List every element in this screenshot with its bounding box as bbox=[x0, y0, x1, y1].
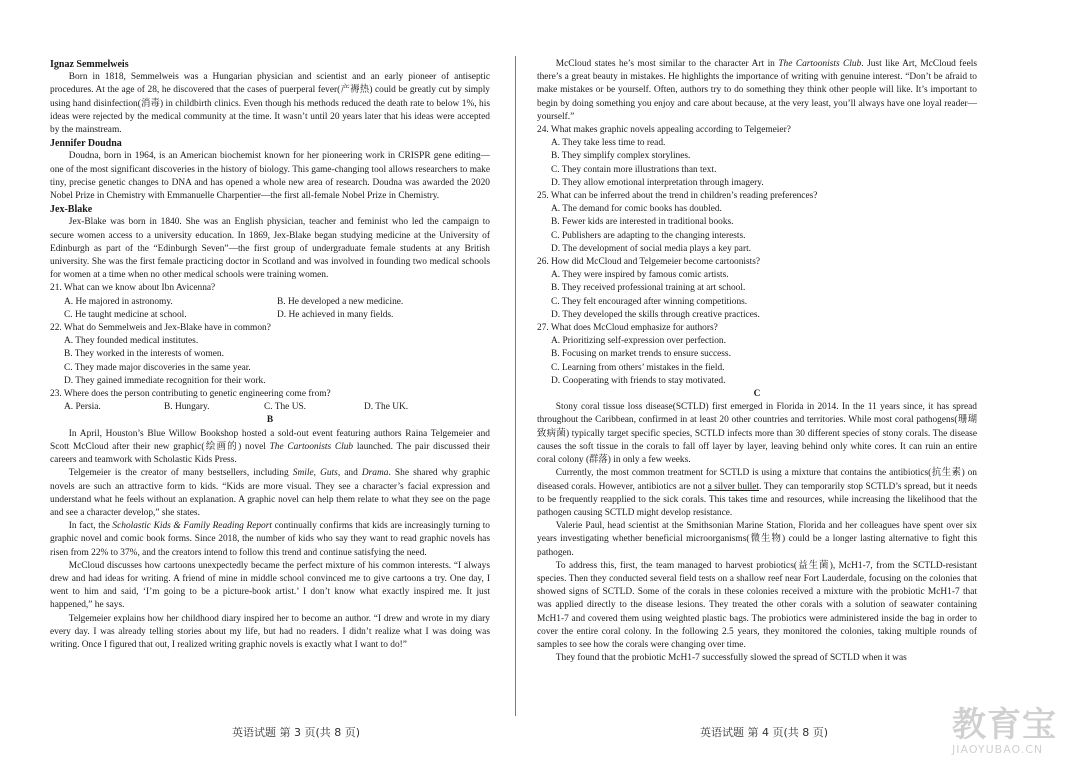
q23-options-row bbox=[64, 401, 490, 414]
passage-paragraph bbox=[50, 467, 490, 520]
q21-option-c: C. He taught medicine at school. bbox=[64, 309, 187, 320]
text-run: Currently, the most common treatment for SCTLD is using a mixture that contains the antibiotics(抗生素) on diseased corals. However, antibiotics are not bbox=[537, 468, 977, 492]
page-footer-right: 英语试题 第 4 页(共 8 页) bbox=[700, 726, 829, 739]
q27-option-a: A. Prioritizing self-expression over perfection. bbox=[551, 336, 726, 347]
book-title: The Cartoonists Club bbox=[778, 59, 862, 69]
q22-option-d: D. They gained immediate recognition for their work. bbox=[64, 375, 266, 386]
passage-paragraph: Stony coral tissue loss disease(SCTLD) first emerged in Florida in 2014. In the 11 years since, it has spread throughout the Caribbean, confirmed in at least 20 other countries and territories. While most coral pathogens(珊瑚致病菌) typically target specific species, SCTLD infects more than 30 different species of stony corals. The disease causes the soft tissue in the corals to fall off layer by layer, leaving behind only white cores. It can ruin an entire coral colony (群落) in only a few weeks. bbox=[537, 402, 977, 466]
q23-option-d: D. The UK. bbox=[364, 402, 409, 413]
q26-option-d: D. They developed the skills through creative practices. bbox=[551, 309, 760, 320]
q23-option-c: C. The US. bbox=[264, 402, 307, 413]
book-title: Drama bbox=[361, 468, 389, 479]
q24-option-b: B. They simplify complex storylines. bbox=[551, 151, 691, 162]
passage-paragraph: Valerie Paul, head scientist at the Smithsonian Marine Station, Florida and her colleagues have spent over six years investigating whether beneficial microorganisms(微生物) could be a longer lasting alternative to fight this pathogen. bbox=[537, 521, 977, 558]
text-run: In fact, the bbox=[68, 521, 113, 532]
q24-option-c: C. They contain more illustrations than text. bbox=[551, 164, 717, 175]
question-24: 24. What makes graphic novels appealing according to Telgemeier? bbox=[537, 125, 791, 136]
passage-paragraph bbox=[537, 467, 977, 520]
watermark-text: 教育宝 bbox=[952, 705, 1057, 745]
text-run: continually confirms that kids are increasingly turning to graphic novel and comic book forms. Since 2018, the number of kids who say they want to read graphic novels has risen from 22% to 37%, and the creators intend to follow this trend and continue satisfying the need. bbox=[50, 521, 490, 558]
q23-option-a: A. Persia. bbox=[64, 402, 101, 413]
text-run: , and bbox=[337, 468, 362, 479]
q21-option-d: D. He achieved in many fields. bbox=[277, 309, 394, 320]
passage-paragraph: To address this, first, the team managed to harvest probiotics(益生菌), McH1-7, from the SCTLD-resistant species. Then they conducted several field tests on a shallow reef near Fort Lauderdale, focusing on the colonies that showed signs of SCTLD. Some of the corals in these colonies received a mixture with the probiotic McH1-7 that was applied directly to the disease lesions. They treated the other corals with a solution of seawater containing McH1-7 and covered them using weighted plastic bags. The probiotics were administered inside the bag in order to cover the entire coral colony. In the following 2.5 years, they monitored the colonies, taking multiple rounds of samples to see how the corals were changing over time. bbox=[537, 560, 977, 650]
q25-option-b: B. Fewer kids are interested in traditional books. bbox=[551, 217, 734, 228]
passage-heading: Jex-Blake bbox=[50, 204, 93, 216]
right-page-column bbox=[537, 58, 977, 665]
question-23: 23. Where does the person contributing to genetic engineering come from? bbox=[50, 389, 331, 400]
question-25: 25. What can be inferred about the trend in children’s reading preferences? bbox=[537, 191, 818, 202]
watermark-url: JIAOYUBAO.CN bbox=[952, 743, 1044, 756]
q25-option-a: A. The demand for comic books has doubled. bbox=[551, 204, 722, 215]
question-27: 27. What does McCloud emphasize for authors? bbox=[537, 323, 718, 334]
text-run: . She shared why graphic novels are such an attractive form to kids. “Kids are more visual. They see a character’s facial expression and understand what he feels without an explanation. A graphic novel can help them relate to what they see on the page and see a character develop,” she states. bbox=[50, 468, 490, 518]
text-run: . Just like Art, McCloud feels there’s a great beauty in mistakes. He highlights the importance of writing with genuine interest. “Don’t be afraid to make mistakes or be yourself. Often, authors try to do something they think other people will like. It’s important to begin by doing something you enjoy and care about because, at the very least, you’ll always have one loyal reader—yourself.” bbox=[537, 59, 977, 122]
text-run: , bbox=[313, 468, 321, 479]
underlined-phrase: a silver bullet bbox=[707, 481, 759, 492]
question-21: 21. What can we know about Ibn Avicenna? bbox=[50, 283, 216, 294]
page-footer-left: 英语试题 第 3 页(共 8 页) bbox=[232, 726, 361, 739]
q25-option-c: C. Publishers are adapting to the changing interests. bbox=[551, 230, 746, 241]
passage-paragraph: McCloud discusses how cartoons unexpectedly became the perfect mixture of his common interests. “I always drew and had ideas for writing. A friend of mine in middle school convinced me to give cartoons a try. One day, I went to him and said, ‘I’m going to be a picture-book artist.’ I don’t know what exactly inspired me. It just happened,” he says. bbox=[50, 560, 490, 611]
q22-option-a: A. They founded medical institutes. bbox=[64, 336, 199, 347]
passage-paragraph bbox=[537, 58, 977, 124]
q21-option-a: A. He majored in astronomy. bbox=[64, 296, 173, 307]
watermark-logo bbox=[952, 706, 1062, 766]
q26-option-a: A. They were inspired by famous comic artists. bbox=[551, 270, 729, 281]
passage-heading: Ignaz Semmelweis bbox=[50, 59, 129, 70]
report-title: Scholastic Kids & Family Reading Report bbox=[112, 521, 272, 532]
q27-option-c: C. Learning from others’ mistakes in the field. bbox=[551, 362, 725, 373]
text-run: Telgemeier is the creator of many bestsellers, including bbox=[68, 468, 293, 479]
section-b-heading: B bbox=[266, 415, 274, 426]
passage-paragraph: Born in 1818, Semmelweis was a Hungarian physician and scientist and an early pioneer of antiseptic procedures. At the age of 28, he discovered that the cases of puerperal fever(产褥热) could be greatly cut by simply using hand disinfection(消毒) in childbirth clinics. Even though his methods reduced the death rate to below 1%, his ideas were rejected by the medical community at the time. It wasn’t until 20 years later that his ideas were accepted by the mainstream. bbox=[50, 72, 490, 136]
page-divider bbox=[515, 56, 516, 716]
q26-option-b: B. They received professional training at art school. bbox=[551, 283, 746, 294]
text-run: . They can temporarily stop SCTLD’s spread, but it needs to be frequently reapplied to the sick corals. This takes time and resources, while increasing the likelihood that the pathogen causing SCTLD might develop resistance. bbox=[537, 481, 977, 518]
text-run: In April, Houston’s Blue Willow Bookshop hosted a sold-out event featuring authors Raina Telgemeier and Scott McCloud after their new graphic(绘画的) novel bbox=[50, 428, 490, 452]
book-title: Guts bbox=[320, 468, 338, 479]
q21-options-row-1 bbox=[64, 296, 490, 309]
section-c-heading: C bbox=[753, 389, 761, 400]
passage-paragraph: They found that the probiotic McH1-7 successfully slowed the spread of SCTLD when it was bbox=[555, 653, 907, 664]
passage-heading: Jennifer Doudna bbox=[50, 138, 122, 150]
q27-option-b: B. Focusing on market trends to ensure success. bbox=[551, 349, 731, 360]
passage-paragraph bbox=[50, 520, 490, 560]
text-run: McCloud states he’s most similar to the character Art in bbox=[555, 59, 779, 69]
passage-paragraph: Doudna, born in 1964, is an American biochemist known for her pioneering work in CRISPR gene editing—one of the most significant discoveries in the history of biology. This game-changing tool allows researchers to make tiny, precise genetic changes to DNA and has opened a whole new area of research. Doudna was awarded the 2020 Nobel Prize in Chemistry with Emmanuelle Charpentier—the first all-female Nobel Prize in Chemistry. bbox=[50, 151, 490, 202]
q22-option-c: C. They made major discoveries in the same year. bbox=[64, 362, 251, 373]
q21-options-row-2 bbox=[64, 309, 490, 322]
book-title: Smile bbox=[292, 468, 314, 479]
q24-option-d: D. They allow emotional interpretation through imagery. bbox=[551, 177, 764, 188]
question-26: 26. How did McCloud and Telgemeier become cartoonists? bbox=[537, 257, 761, 268]
q27-option-d: D. Cooperating with friends to stay motivated. bbox=[551, 375, 726, 386]
q25-option-d: D. The development of social media plays a key part. bbox=[551, 243, 752, 254]
q22-option-b: B. They worked in the interests of women. bbox=[64, 349, 224, 360]
left-page-column bbox=[50, 58, 490, 652]
passage-paragraph: Jex-Blake was born in 1840. She was an English physician, teacher and feminist who led the campaign to secure women access to a university education. In 1869, Jex-Blake began studying medicine at the University of Edinburgh as part of the “Edinburgh Seven”—the first group of undergraduate female students at any British university. She was the first female practicing doctor in Scotland and was involved in founding two medical schools for women at a time when no other medical schools were training women. bbox=[50, 217, 490, 281]
q21-option-b: B. He developed a new medicine. bbox=[277, 296, 404, 307]
text-run: launched. The pair discussed their careers and teamwork with Scholastic Kids Press. bbox=[50, 441, 490, 466]
book-title: The Cartoonists Club bbox=[269, 441, 354, 452]
question-22: 22. What do Semmelweis and Jex-Blake have in common? bbox=[50, 323, 271, 334]
q26-option-c: C. They felt encouraged after winning competitions. bbox=[551, 296, 748, 307]
passage-paragraph bbox=[50, 428, 490, 468]
passage-paragraph: Telgemeier explains how her childhood diary inspired her to become an author. “I drew and wrote in my diary every day. I was already telling stories about my life, but had no readers. I didn’t realize what I was doing was writing. Once I figured that out, I realized writing graphic novels is exactly what I want to do!” bbox=[50, 613, 490, 650]
q24-option-a: A. They take less time to read. bbox=[551, 138, 666, 149]
q23-option-b: B. Hungary. bbox=[164, 402, 210, 413]
